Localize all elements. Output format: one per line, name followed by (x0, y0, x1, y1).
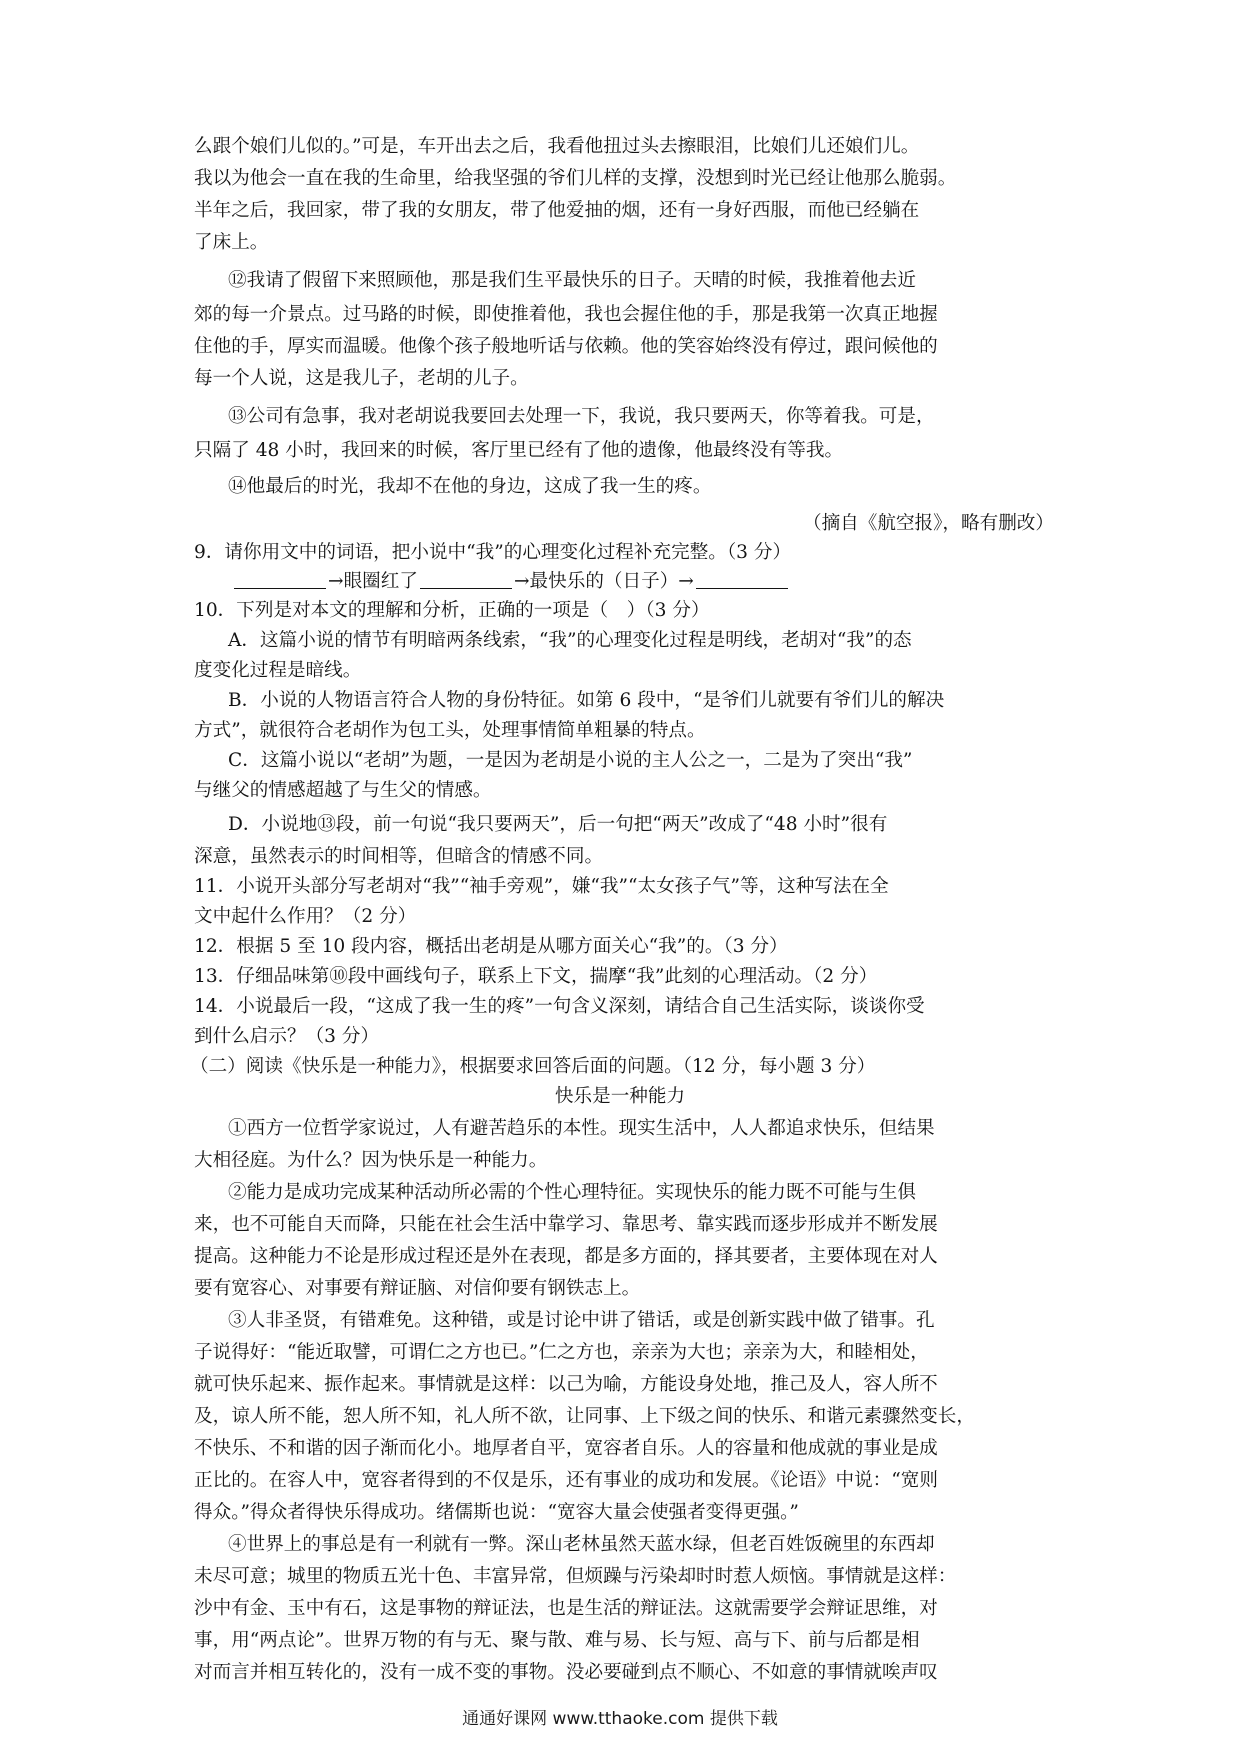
text-line: 了床上。 (194, 232, 269, 253)
text-line: 提高。这种能力不论是形成过程还是外在表现，都是多方面的，择其要者，主要体现在对人 (194, 1246, 938, 1267)
article-title: 快乐是一种能力 (554, 1086, 686, 1107)
text-line: 正比的。在容人中，宽容者得到的不仅是乐，还有事业的成功和发展。《论语》中说：“宽则 (194, 1470, 938, 1491)
question-13: 13．仔细品味第⑩段中画线句子，联系上下文，揣摩“我”此刻的心理活动。（2 分） (194, 966, 878, 987)
text-line: 度变化过程是暗线。 (194, 660, 362, 681)
question-14: 14．小说最后一段，“这成了我一生的疼”一句含义深刻，请结合自己生活实际，谈谈你受 (194, 996, 925, 1017)
text-line: 每一个人说，这是我儿子，老胡的儿子。 (194, 368, 529, 389)
text-line: 住他的手，厚实而温暖。他像个孩子般地听话与依赖。他的笑容始终没有停过，跟问候他的 (194, 336, 938, 357)
text-line: 深意，虽然表示的时间相等，但暗含的情感不同。 (194, 846, 604, 867)
text-line: 我以为他会一直在我的生命里，给我坚强的爷们儿样的支撑，没想到时光已经让他那么脆弱。 (194, 168, 957, 189)
section-heading: （二）阅读《快乐是一种能力》，根据要求回答后面的问题。（12 分，每小题 3 分） (190, 1056, 876, 1077)
text-line: 不快乐、不和谐的因子渐而化小。地厚者自平，宽容者自乐。人的容量和他成就的事业是成 (194, 1438, 938, 1459)
fill-segment: →眼圈红了 (328, 571, 418, 592)
text-line: 大相径庭。为什么？因为快乐是一种能力。 (194, 1150, 548, 1171)
answer-blank[interactable] (420, 568, 512, 589)
question-9: 9．请你用文中的词语，把小说中“我”的心理变化过程补充完整。（3 分） (194, 542, 792, 563)
text-line: 未尽可意；城里的物质五光十色、丰富异常，但烦躁与污染却时时惹人烦恼。事情就是这样： (194, 1566, 957, 1587)
option-b: B．小说的人物语言符合人物的身份特征。如第 6 段中，“是爷们儿就要有爷们儿的解决 (228, 690, 945, 711)
text-line: 只隔了 48 小时，我回来的时候，客厅里已经有了他的遗像，他最终没有等我。 (194, 440, 844, 461)
answer-blank[interactable] (234, 568, 326, 589)
option-d: D．小说地⑬段，前一句说“我只要两天”，后一句把“两天”改成了“48 小时”很有 (228, 814, 888, 835)
paragraph-4-start: ④世界上的事总是有一利就有一弊。深山老林虽然天蓝水绿，但老百姓饭碗里的东西却 (228, 1534, 935, 1555)
text-line: 沙中有金、玉中有石，这是事物的辩证法，也是生活的辩证法。这就需要学会辩证思维，对 (194, 1598, 938, 1619)
question-12: 12．根据 5 至 10 段内容，概括出老胡是从哪方面关心“我”的。（3 分） (194, 936, 788, 957)
text-line: 要有宽容心、对事要有辩证脑、对信仰要有钢铁志上。 (194, 1278, 641, 1299)
question-11: 11．小说开头部分写老胡对“我”“袖手旁观”，嫌“我”“太女孩子气”等，这种写法在全 (194, 876, 889, 897)
text-line: 半年之后，我回家，带了我的女朋友，带了他爱抽的烟，还有一身好西服，而他已经躺在 (194, 200, 920, 221)
fill-segment: →最快乐的（日子）→ (513, 571, 694, 592)
question-10: 10．下列是对本文的理解和分析，正确的一项是（ ）（3 分） (194, 600, 710, 621)
source-attribution: （摘自《航空报》，略有删改） (802, 513, 1054, 534)
text-line: 及，谅人所不能，恕人所不知，礼人所不欲，让同事、上下级之间的快乐、和谐元素骤然变长， (194, 1406, 975, 1427)
paragraph-1-start: ①西方一位哲学家说过，人有避苦趋乐的本性。现实生活中，人人都追求快乐，但结果 (228, 1118, 935, 1139)
paragraph-2-start: ②能力是成功完成某种活动所必需的个性心理特征。实现快乐的能力既不可能与生俱 (228, 1182, 916, 1203)
option-a: A．这篇小说的情节有明暗两条线索，“我”的心理变化过程是明线，老胡对“我”的态 (228, 630, 912, 651)
paragraph-3-start: ③人非圣贤，有错难免。这种错，或是讨论中讲了错话，或是创新实践中做了错事。孔 (228, 1310, 935, 1331)
text-line: 文中起什么作用？（2 分） (194, 906, 417, 927)
text-line: 对而言并相互转化的，没有一成不变的事物。没必要碰到点不顺心、不如意的事情就唉声叹 (194, 1662, 938, 1683)
text-line: 方式”，就很符合老胡作为包工头，处理事情简单粗暴的特点。 (194, 720, 706, 741)
option-c: C．这篇小说以“老胡”为题，一是因为老胡是小说的主人公之一，二是为了突出“我” (228, 750, 913, 771)
paragraph-13-start: ⑬公司有急事，我对老胡说我要回去处理一下，我说，我只要两天，你等着我。可是， (228, 406, 935, 427)
text-line: 得众。”得众者得快乐得成功。绪儒斯也说：“宽容大量会使强者变得更强。” (194, 1502, 799, 1523)
text-line: 与继父的情感超越了与生父的情感。 (194, 780, 492, 801)
answer-blank[interactable] (696, 568, 788, 589)
paragraph-14: ⑭他最后的时光，我却不在他的身边，这成了我一生的疼。 (228, 476, 712, 497)
text-line: 么跟个娘们儿似的。”可是，车开出去之后，我看他扭过头去擦眼泪，比娘们儿还娘们儿。 (194, 136, 920, 157)
text-line: 到什么启示？（3 分） (194, 1026, 380, 1047)
text-line: 来，也不可能自天而降，只能在社会生活中靠学习、靠思考、靠实践而逐步形成并不断发展 (194, 1214, 938, 1235)
text-line: 子说得好：“能近取譬，可谓仁之方也已。”仁之方也，亲亲为大也；亲亲为大，和睦相处， (194, 1342, 929, 1363)
text-line: 郊的每一介景点。过马路的时候，即使推着他，我也会握住他的手，那是我第一次真正地握 (194, 304, 938, 325)
page-footer: 通通好课网 www.tthaoke.com 提供下载 (462, 1709, 778, 1729)
text-line: 事，用“两点论”。世界万物的有与无、聚与散、难与易、长与短、高与下、前与后都是相 (194, 1630, 920, 1651)
paragraph-12-start: ⑫我请了假留下来照顾他，那是我们生平最快乐的日子。天晴的时候，我推着他去近 (228, 270, 916, 291)
text-line: 就可快乐起来、振作起来。事情就是这样：以己为喻，方能设身处地，推己及人，容人所不 (194, 1374, 938, 1395)
